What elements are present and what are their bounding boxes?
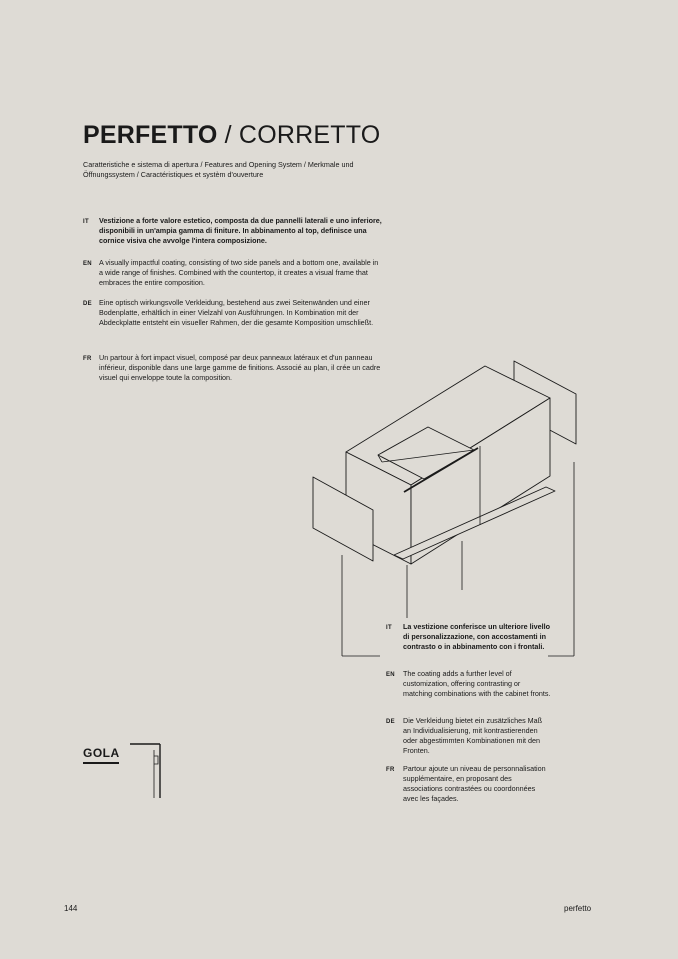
lang-code: IT bbox=[386, 625, 392, 631]
callout-text: Die Verkleidung bietet ein zusätzliches Maß an Individualisierung, mit kontrastierenden oder abgestimmten Kombinationen mit den Fronten. bbox=[403, 716, 543, 755]
lang-code: EN bbox=[386, 672, 395, 678]
gola-underline bbox=[83, 762, 119, 764]
callout-text: Partour ajoute un niveau de personnalisation supplémentaire, en proposant des associations contrastées ou coordonnées avec les façades. bbox=[403, 764, 546, 803]
gola-label: GOLA bbox=[83, 746, 120, 760]
page-title: PERFETTO / CORRETTO bbox=[83, 121, 381, 149]
callout-fr bbox=[386, 764, 551, 804]
lang-code: FR bbox=[386, 767, 395, 773]
lang-code: IT bbox=[83, 219, 89, 225]
page-subtitle: Caratteristiche e sistema di apertura / Features and Opening System / Merkmale und Öffnungssystem / Caractéristiques et systèm d'ouverture bbox=[83, 160, 354, 179]
callout-it bbox=[386, 622, 551, 652]
callout-en bbox=[386, 669, 551, 699]
lang-code: DE bbox=[83, 301, 92, 307]
description-text: Eine optisch wirkungsvolle Verkleidung, bestehend aus zwei Seitenwänden und einer Bodenplatte, erhältlich in einer Vielzahl von Ausführungen. In Kombination mit der Abdeckplatte entsteht ein visueller Rahmen, der die gesamte Komposition umschließt. bbox=[99, 298, 374, 327]
callout-text: La vestizione conferisce un ulteriore livello di personalizzazione, con accostamenti in contrasto o in abbinamento con i frontali. bbox=[403, 622, 550, 651]
description-text: Un partour à fort impact visuel, composé par deux panneaux latéraux et d'un panneau inférieur, disponible dans une large gamme de finitions. Associé au plan, il crée un cadre visuel qui enveloppe toute la composition. bbox=[99, 353, 381, 382]
lang-code: EN bbox=[83, 261, 92, 267]
lang-code: FR bbox=[83, 356, 92, 362]
callout-de bbox=[386, 716, 551, 756]
lang-code: DE bbox=[386, 719, 395, 725]
footer-brand: perfetto bbox=[564, 904, 592, 913]
description-text: A visually impactful coating, consisting of two side panels and a bottom one, available in a wide range of finishes. Combined with the countertop, it creates a visual frame that embraces the entire composition. bbox=[99, 258, 379, 287]
page-number: 144 bbox=[64, 904, 78, 913]
description-text: Vestizione a forte valore estetico, composta da due pannelli laterali e uno inferiore, disponibili in un'ampia gamma di finiture. In abbinamento al top, definisce una cornice visiva che avvolge l'intera composizione. bbox=[99, 216, 382, 245]
callout-text: The coating adds a further level of customization, offering contrasting or matching combinations with the cabinet fronts. bbox=[403, 669, 551, 698]
